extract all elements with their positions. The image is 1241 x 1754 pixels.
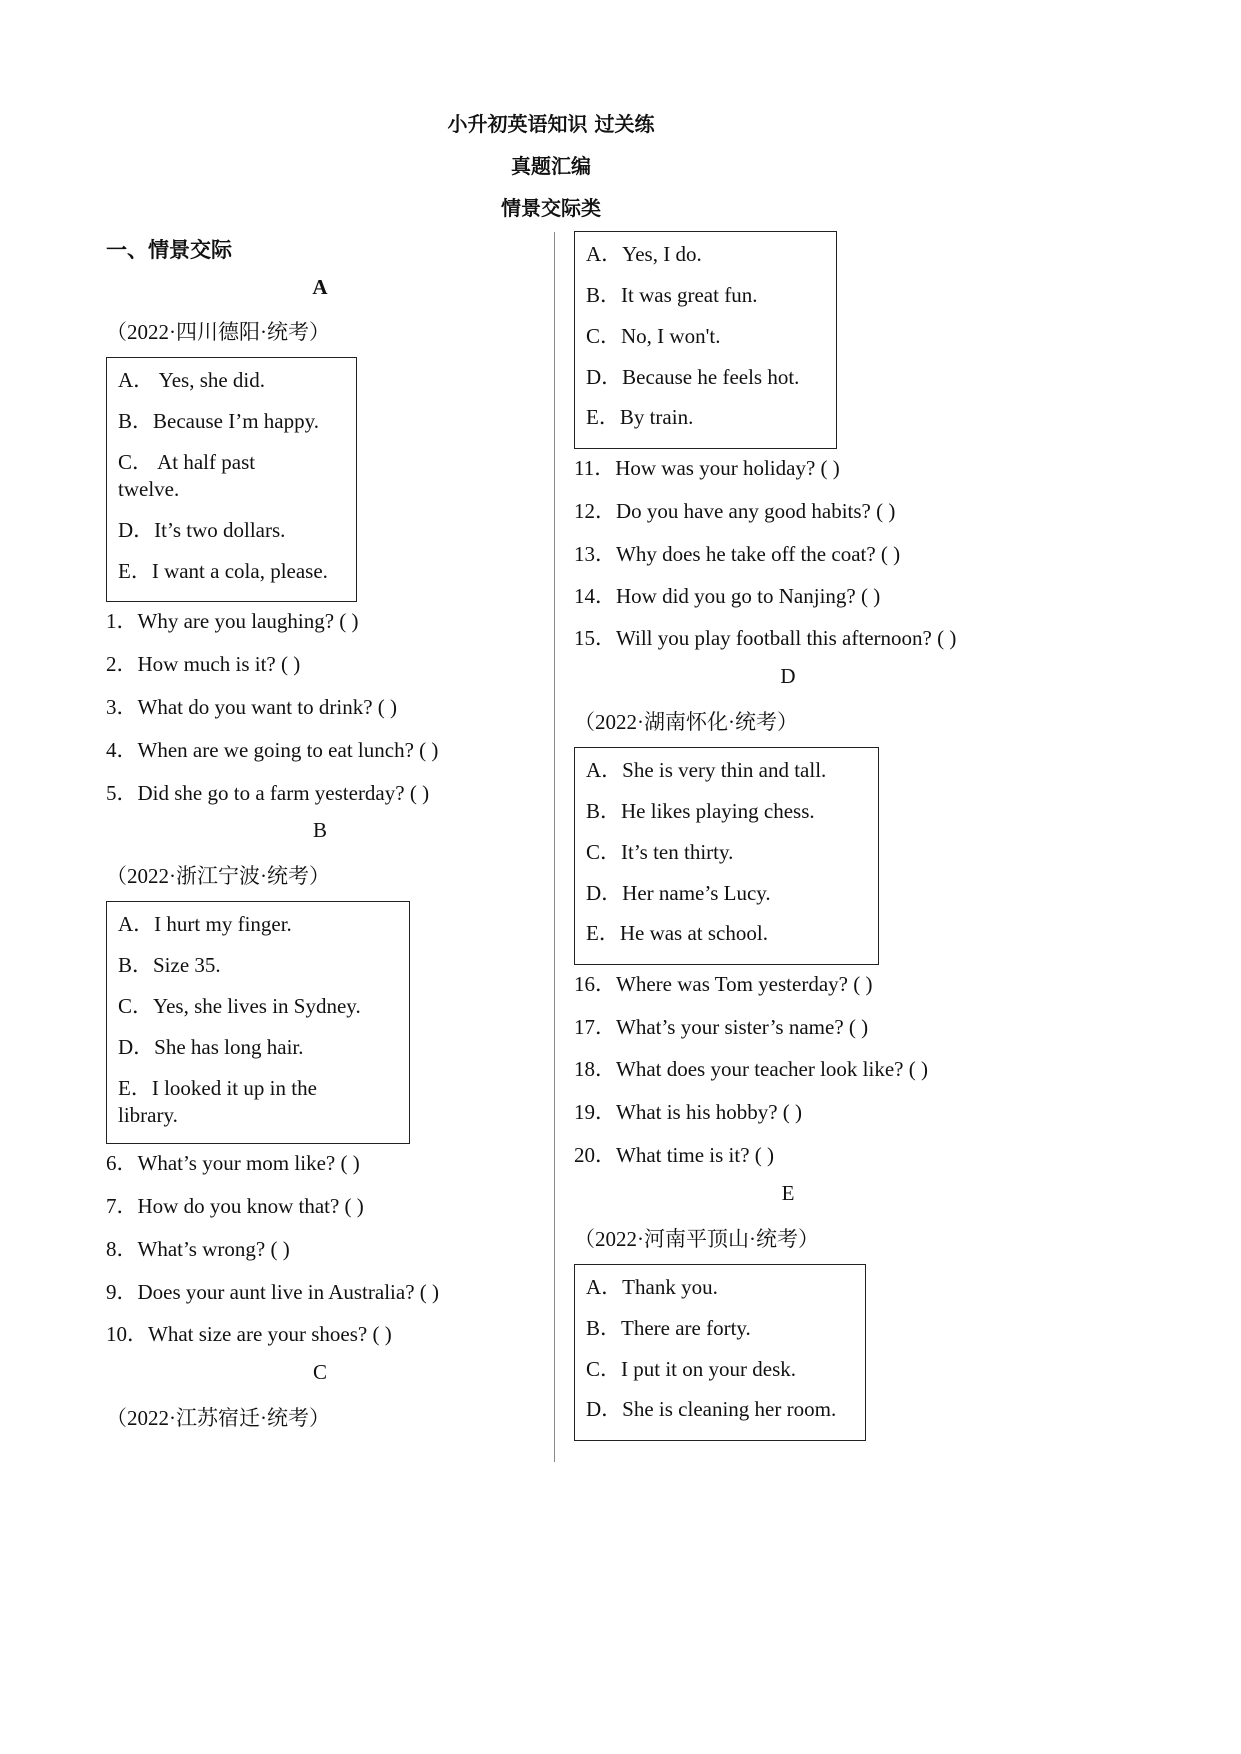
option-c: C．Yes, she lives in Sydney. bbox=[118, 994, 361, 1018]
question-12: 12．Do you have any good habits? ( ) bbox=[574, 499, 896, 523]
group-c-letter: C bbox=[312, 1360, 327, 1384]
group-c-options-box bbox=[574, 231, 837, 449]
option-b: B．It was great fun. bbox=[586, 283, 758, 307]
group-e-letter: E bbox=[781, 1181, 795, 1205]
question-14: 14．How did you go to Nanjing? ( ) bbox=[574, 584, 881, 608]
question-18: 18．What does your teacher look like? ( ) bbox=[574, 1057, 928, 1081]
option-d: D．It’s two dollars. bbox=[118, 518, 286, 542]
group-b-options-box bbox=[106, 901, 410, 1144]
group-a-letter: A bbox=[312, 275, 328, 299]
option-b: B．There are forty. bbox=[586, 1316, 751, 1340]
group-e-source: （2022·河南平顶山·统考） bbox=[574, 1227, 819, 1251]
group-d-letter: D bbox=[780, 664, 796, 688]
option-d: D．Her name’s Lucy. bbox=[586, 881, 771, 905]
group-b-source: （2022·浙江宁波·统考） bbox=[106, 864, 330, 888]
group-c-source: （2022·江苏宿迁·统考） bbox=[106, 1406, 330, 1430]
option-e: E．I want a cola, please. bbox=[118, 559, 328, 583]
option-d: D．She has long hair. bbox=[118, 1035, 304, 1059]
question-17: 17．What’s your sister’s name? ( ) bbox=[574, 1015, 869, 1039]
question-3: 3．What do you want to drink? ( ) bbox=[106, 695, 398, 719]
question-13: 13．Why does he take off the coat? ( ) bbox=[574, 542, 901, 566]
option-e: E．He was at school. bbox=[586, 921, 768, 945]
question-6: 6．What’s your mom like? ( ) bbox=[106, 1151, 360, 1175]
option-a: A．She is very thin and tall. bbox=[586, 758, 827, 782]
option-e: E．By train. bbox=[586, 405, 694, 429]
section-heading: 一、情景交际 bbox=[106, 238, 232, 262]
question-20: 20．What time is it? ( ) bbox=[574, 1143, 775, 1167]
question-9: 9．Does your aunt live in Australia? ( ) bbox=[106, 1280, 440, 1304]
question-15: 15．Will you play football this afternoon? ( ) bbox=[574, 626, 957, 650]
question-8: 8．What’s wrong? ( ) bbox=[106, 1237, 290, 1261]
question-11: 11．How was your holiday? ( ) bbox=[574, 456, 840, 480]
group-b-letter: B bbox=[312, 818, 327, 842]
option-b: B．He likes playing chess. bbox=[586, 799, 815, 823]
option-a: A．Yes, I do. bbox=[586, 242, 702, 266]
group-a-options-box bbox=[106, 357, 357, 602]
group-a-source: （2022·四川德阳·统考） bbox=[106, 320, 330, 344]
option-d: D．She is cleaning her room. bbox=[586, 1397, 837, 1421]
question-10: 10．What size are your shoes? ( ) bbox=[106, 1322, 392, 1346]
group-d-options-box bbox=[574, 747, 879, 965]
page-subtitle: 真题汇编 bbox=[511, 154, 591, 178]
group-e-options-box bbox=[574, 1264, 866, 1441]
option-c: C． At half past twelve. bbox=[118, 450, 256, 501]
option-a: A． Yes, she did. bbox=[118, 368, 266, 392]
option-b: B．Because I’m happy. bbox=[118, 409, 319, 433]
option-d: D．Because he feels hot. bbox=[586, 365, 800, 389]
question-5: 5．Did she go to a farm yesterday? ( ) bbox=[106, 781, 430, 805]
option-c: C．I put it on your desk. bbox=[586, 1357, 796, 1381]
option-b: B．Size 35. bbox=[118, 953, 221, 977]
option-a: A．I hurt my finger. bbox=[118, 912, 292, 936]
question-19: 19．What is his hobby? ( ) bbox=[574, 1100, 803, 1124]
page-topic: 情景交际类 bbox=[501, 196, 601, 220]
option-c: C．It’s ten thirty. bbox=[586, 840, 734, 864]
option-c: C．No, I won't. bbox=[586, 324, 721, 348]
option-a: A．Thank you. bbox=[586, 1275, 718, 1299]
page-title: 小升初英语知识 过关练 bbox=[447, 112, 655, 136]
column-divider bbox=[554, 232, 555, 1462]
question-7: 7．How do you know that? ( ) bbox=[106, 1194, 364, 1218]
question-16: 16．Where was Tom yesterday? ( ) bbox=[574, 972, 873, 996]
option-e: E．I looked it up in the library. bbox=[118, 1076, 317, 1127]
group-d-source: （2022·湖南怀化·统考） bbox=[574, 710, 798, 734]
question-4: 4．When are we going to eat lunch? ( ) bbox=[106, 738, 439, 762]
question-2: 2．How much is it? ( ) bbox=[106, 652, 301, 676]
question-1: 1．Why are you laughing? ( ) bbox=[106, 609, 359, 633]
